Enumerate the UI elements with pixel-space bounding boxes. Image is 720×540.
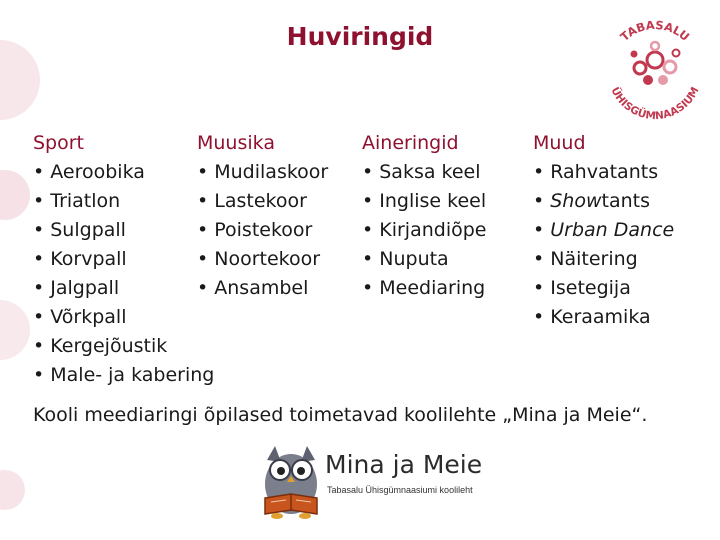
list-item: • Kirjandiõpe xyxy=(362,216,486,245)
list-item: • Võrkpall xyxy=(33,303,214,332)
list-item: • Lastekoor xyxy=(197,187,328,216)
list-item xyxy=(533,245,674,274)
svg-text:ÜHISGÜMNAASIUM xyxy=(608,84,701,122)
list-item: • Sulgpall xyxy=(33,216,214,245)
list-item: • Nuputa xyxy=(362,245,486,274)
owl-reading-icon xyxy=(255,440,327,520)
list-item-text: Isetegija xyxy=(550,277,631,299)
list-item xyxy=(533,274,674,303)
list-item: • Korvpall xyxy=(33,245,214,274)
column-heading: Aineringid xyxy=(362,132,459,154)
list-item xyxy=(533,303,674,332)
list-item: • Male- ja kabering xyxy=(33,361,214,390)
caption-text: Kooli meediaringi õpilased toimetavad koolilehte „Mina ja Meie“. xyxy=(33,404,648,426)
column-heading: Sport xyxy=(33,132,85,154)
list-item xyxy=(533,216,674,245)
list-item: • Triatlon xyxy=(33,187,214,216)
list-item: • Jalgpall xyxy=(33,274,214,303)
decorative-circle xyxy=(0,40,40,120)
list-item xyxy=(533,187,674,216)
column-subject-clubs xyxy=(362,129,486,303)
column-music xyxy=(197,129,328,303)
list-item-text: Näitering xyxy=(550,248,638,270)
page-title: Huviringid xyxy=(286,22,434,51)
school-logo xyxy=(600,10,710,130)
column-other xyxy=(533,129,674,332)
school-emblem-icon xyxy=(600,10,710,130)
list-item-italic: Urban Dance xyxy=(550,219,675,241)
list-item-italic: Show xyxy=(550,190,602,212)
list-item-text: Rahvatants xyxy=(550,161,659,183)
decorative-circle xyxy=(0,300,30,360)
list-item: • Poistekoor xyxy=(197,216,328,245)
list-item: • Saksa keel xyxy=(362,158,486,187)
list-item: • Noortekoor xyxy=(197,245,328,274)
list-item-text: Keraamika xyxy=(550,306,651,328)
column-heading: Muusika xyxy=(197,132,275,154)
column-heading: Muud xyxy=(533,132,586,154)
newspaper-subtitle: Tabasalu Ühisgümnaasiumi koolileht xyxy=(327,485,473,495)
decorative-circle xyxy=(0,170,30,220)
list-item: • Kergejõustik xyxy=(33,332,214,361)
list-item: • Meediaring xyxy=(362,274,486,303)
school-logo-top-text: TABASALU xyxy=(617,17,693,44)
list-item: • Mudilaskoor xyxy=(197,158,328,187)
list-item: • Aeroobika xyxy=(33,158,214,187)
newspaper-logo xyxy=(255,440,483,520)
newspaper-title: Mina ja Meie xyxy=(325,450,483,479)
svg-text:TABASALU xyxy=(618,18,693,44)
list-item xyxy=(533,158,674,187)
list-item-text: tants xyxy=(601,190,651,212)
school-logo-bottom-text: ÜHISGÜMNAASIUM xyxy=(608,85,702,123)
list-item: • Inglise keel xyxy=(362,187,486,216)
column-sport xyxy=(33,129,214,390)
decorative-circle xyxy=(0,470,25,510)
list-item: • Ansambel xyxy=(197,274,328,303)
